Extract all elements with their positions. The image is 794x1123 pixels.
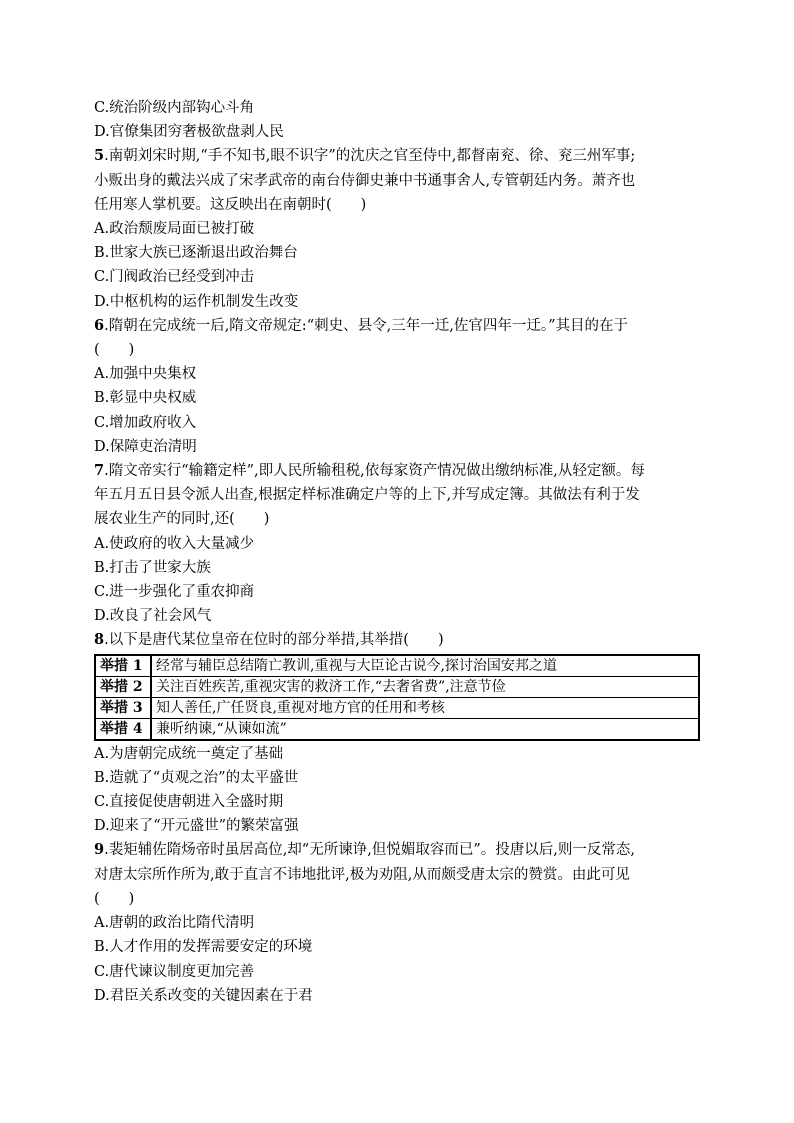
table-row [95, 697, 699, 718]
measure-label: 举措 4 [95, 718, 151, 740]
q6-number: 6 [94, 316, 105, 334]
q5-option-d: D.中枢机构的运作机制发生改变 [94, 293, 299, 310]
q9-stem-line-3: ( ) [94, 890, 135, 907]
question-7 [94, 459, 704, 628]
table-row [95, 718, 699, 740]
q5-stem-line-2: 小贩出身的戴法兴成了宋孝武帝的南台侍御史兼中书通事舍人,专管朝廷内务。萧齐也 [94, 172, 636, 189]
measure-label: 举措 1 [95, 655, 151, 677]
q7-number: 7 [94, 462, 105, 480]
q5-option-c: C.门阀政治已经受到冲击 [94, 269, 255, 286]
q4-option-c: C.统治阶级内部钩心斗角 [94, 100, 255, 116]
q5-option-b: B.世家大族已逐渐退出政治舞台 [94, 245, 298, 262]
q7-stem-line-2: 年五月五日县令派人出查,根据定样标准确定户等的上下,并写成定簿。其做法有利于发 [94, 487, 640, 504]
q7-option-b: B.打击了世家大族 [94, 559, 211, 576]
q5-option-a: A.政治颓废局面已被打破 [94, 221, 255, 238]
q7-option-d: D.改良了社会风气 [94, 608, 212, 625]
q9-option-c: C.唐代谏议制度更加完善 [94, 963, 255, 980]
measure-label: 举措 3 [95, 697, 151, 718]
q9-stem-line-1: 9.裴矩辅佐隋炀帝时虽居高位,却“无所谏诤,但悦媚取容而已”。投唐以后,则一反常态, [94, 841, 635, 859]
q9-option-d: D.君臣关系改变的关键因素在于君 [94, 987, 313, 1004]
q6-option-a: A.加强中央集权 [94, 366, 197, 383]
question-8 [94, 628, 704, 838]
q8-option-b: B.造就了“贞观之治”的太平盛世 [94, 769, 299, 786]
measure-text: 知人善任,广任贤良,重视对地方官的任用和考核 [151, 697, 699, 718]
measure-label: 举措 2 [95, 676, 151, 697]
q8-stem: 8.以下是唐代某位皇帝在位时的部分举措,其举措( ) [94, 631, 444, 649]
q6-option-c: C.增加政府收入 [94, 414, 197, 431]
q9-option-a: A.唐朝的政治比隋代清明 [94, 915, 255, 932]
q5-stem-line-1: 5.南朝刘宋时期,“手不知书,眼不识字”的沈庆之官至侍中,都督南兖、徐、兖三州军事; [94, 147, 636, 165]
q9-option-b: B.人才作用的发挥需要安定的环境 [94, 939, 313, 956]
q7-stem-line-3: 展农业生产的同时,还( ) [94, 511, 270, 528]
question-5 [94, 144, 704, 313]
q6-stem-line-2: ( ) [94, 342, 135, 359]
q6-option-b: B.彰显中央权威 [94, 390, 197, 407]
table-row [95, 676, 699, 697]
q7-option-c: C.进一步强化了重农抑商 [94, 584, 255, 601]
q7-option-a: A.使政府的收入大量减少 [94, 535, 255, 552]
q6-stem-line-1: 6.隋朝在完成统一后,隋文帝规定:“刺史、县令,三年一迁,佐官四年一迁。”其目的在于 [94, 316, 628, 334]
q7-stem-line-1: 7.隋文帝实行“输籍定样”,即人民所输租税,依每家资产情况做出缴纳标准,从轻定额。每 [94, 462, 645, 480]
q5-number: 5 [94, 147, 105, 165]
q9-stem-line-2: 对唐太宗所作所为,敢于直言不讳地批评,极为劝阻,从而颇受唐太宗的赞赏。由此可见 [94, 866, 630, 883]
q5-stem-line-3: 任用寒人掌机要。这反映出在南朝时( ) [94, 196, 367, 213]
measure-text: 经常与辅臣总结隋亡教训,重视与大臣论古说今,探讨治国安邦之道 [151, 655, 699, 677]
q8-option-d: D.迎来了“开元盛世”的繁荣富强 [94, 818, 299, 835]
exam-page [94, 96, 704, 1008]
q8-option-c: C.直接促使唐朝进入全盛时期 [94, 794, 284, 811]
q4-option-d: D.官僚集团穷奢极欲盘剥人民 [94, 124, 284, 141]
table-row [95, 655, 699, 677]
measures-table [94, 654, 700, 741]
measure-text: 兼听纳谏,“从谏如流” [151, 718, 699, 740]
question-9 [94, 838, 704, 1007]
q9-number: 9 [94, 841, 105, 859]
measure-text: 关注百姓疾苦,重视灾害的救济工作,“去奢省费”,注意节俭 [151, 676, 699, 697]
q8-number: 8 [94, 631, 105, 649]
q8-option-a: A.为唐朝完成统一奠定了基础 [94, 745, 284, 762]
question-6 [94, 314, 704, 459]
q6-option-d: D.保障吏治清明 [94, 438, 197, 455]
